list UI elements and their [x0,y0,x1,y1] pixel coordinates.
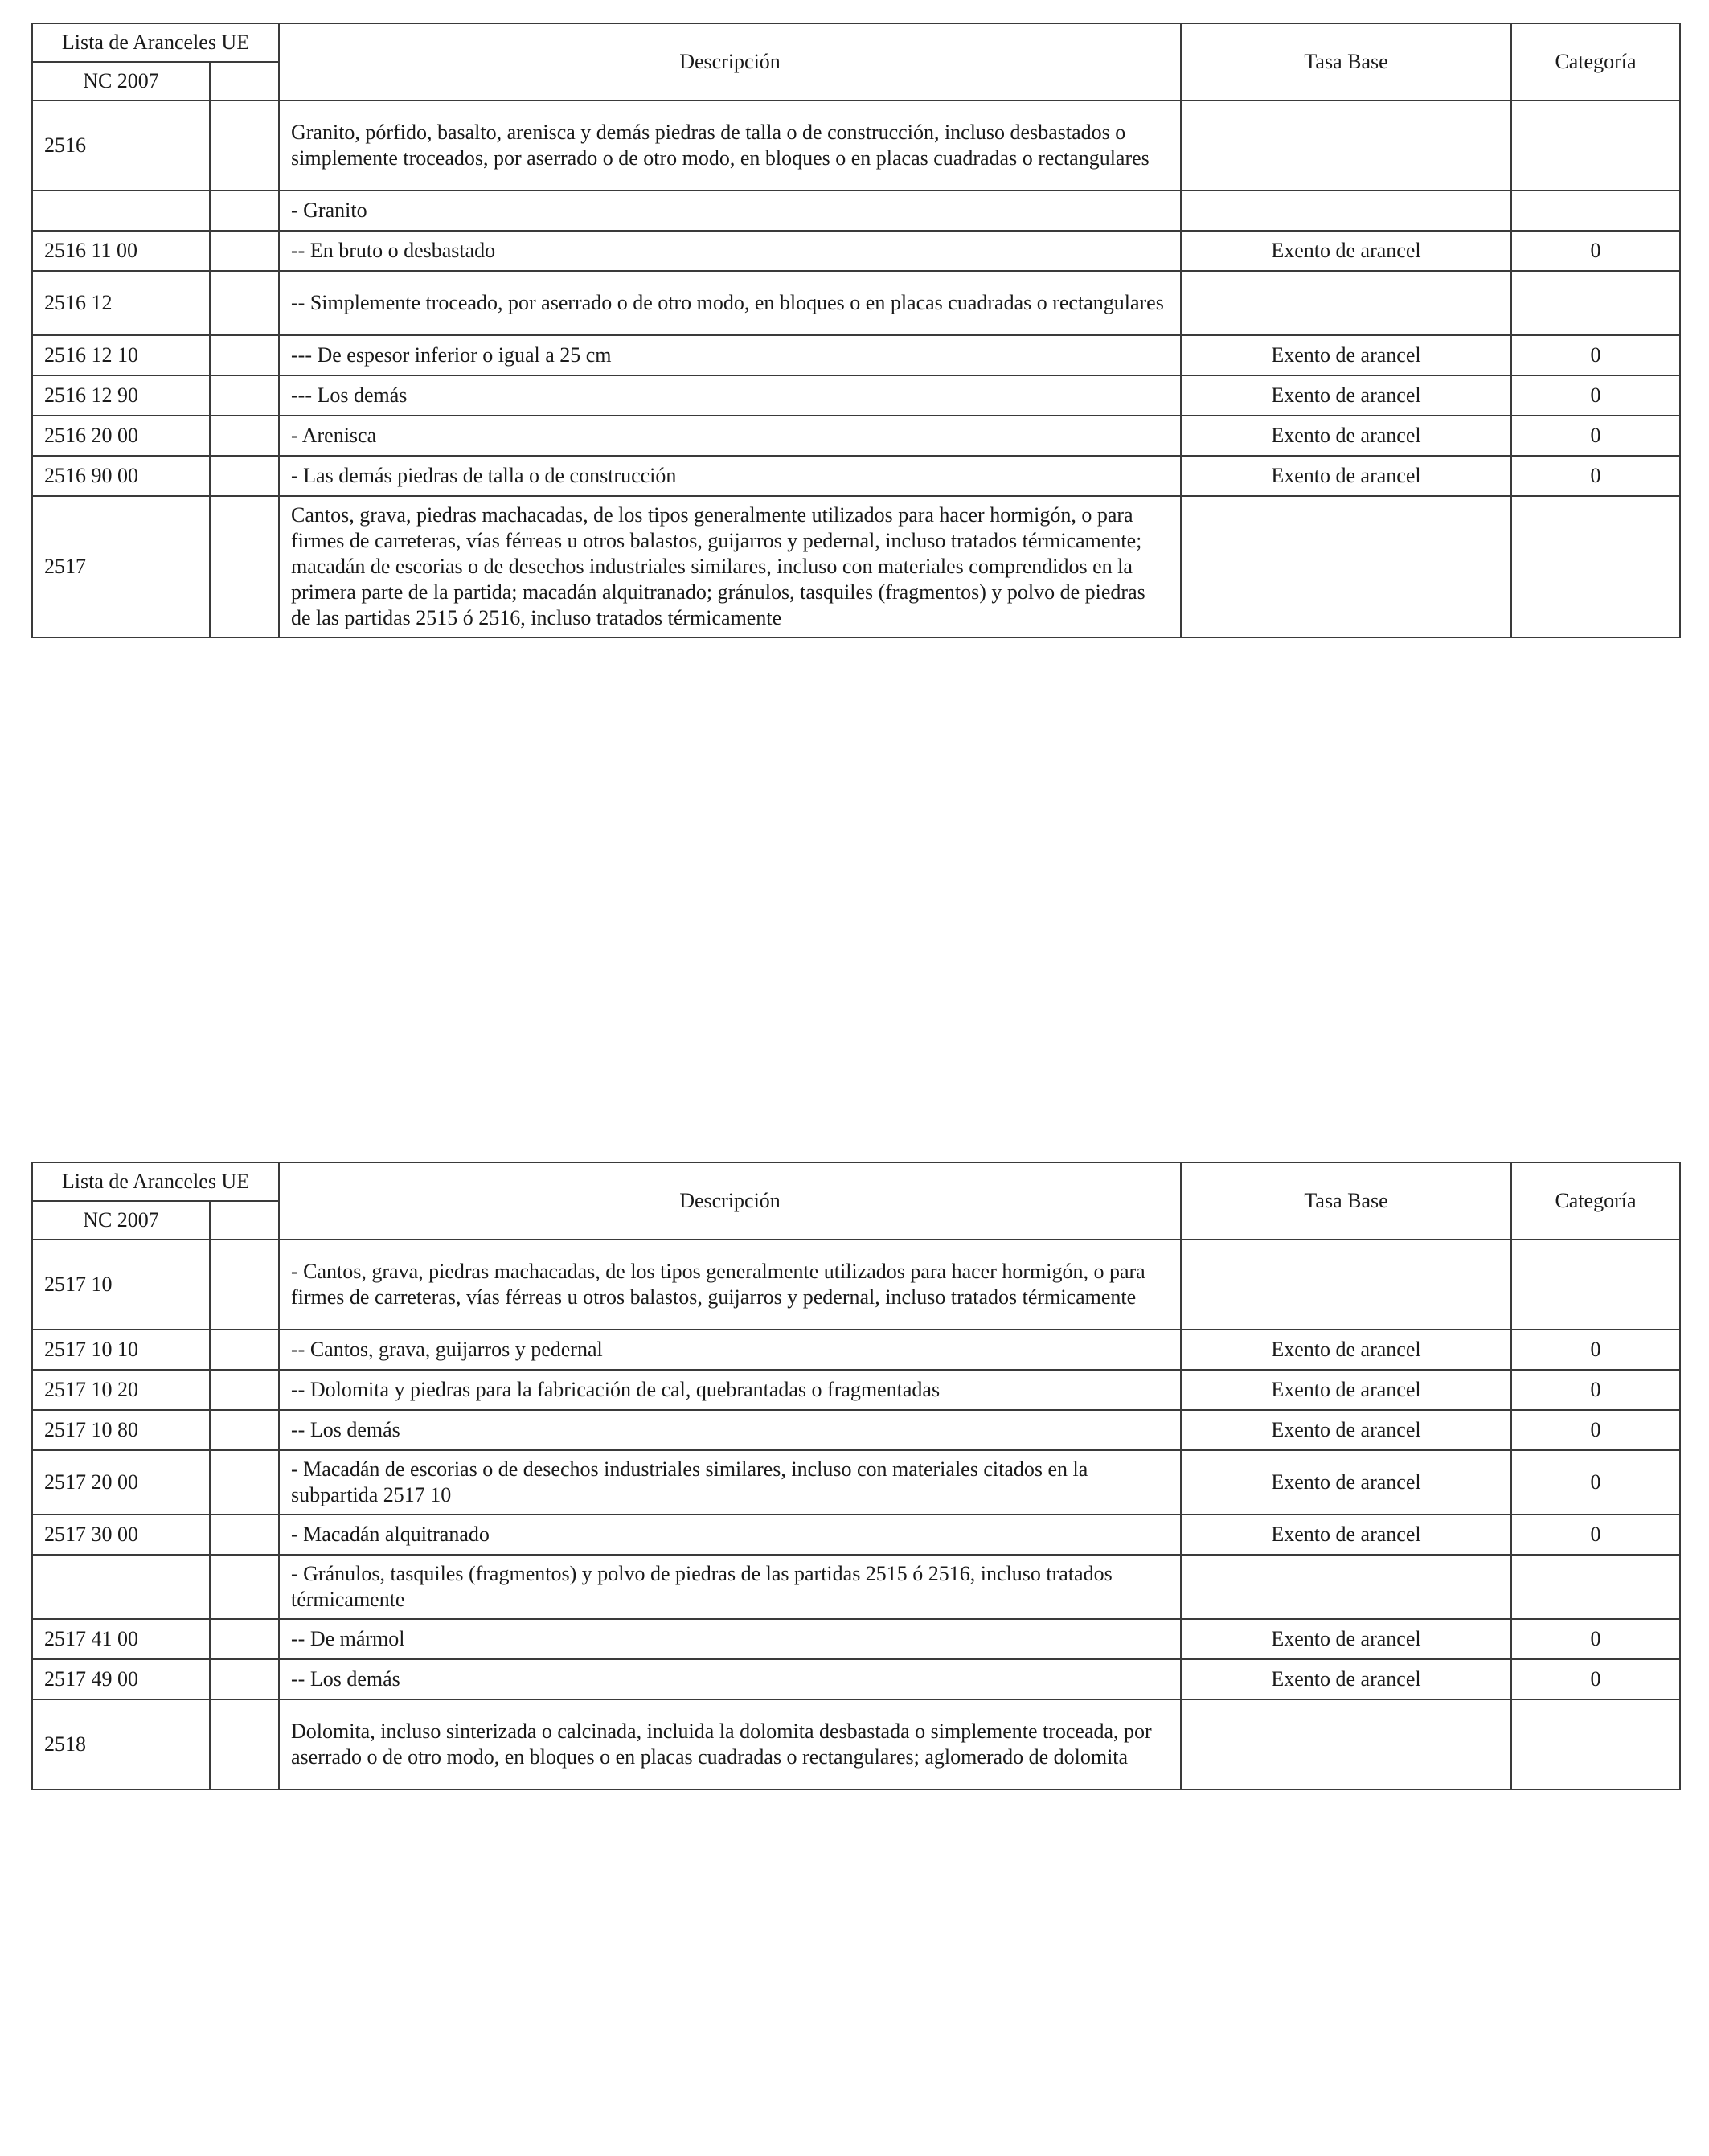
rate-cell: Exento de arancel [1181,1450,1511,1515]
code-cell: 2517 49 00 [32,1659,210,1699]
empty-cell [210,375,279,416]
empty-cell [210,1450,279,1515]
rate-cell: Exento de arancel [1181,1659,1511,1699]
rate-cell: Exento de arancel [1181,231,1511,271]
rate-cell [1181,191,1511,231]
description-cell: --- De espesor inferior o igual a 25 cm [279,335,1181,375]
description-cell: Dolomita, incluso sinterizada o calcinada, incluida la dolomita desbastada o simplemente troceada, por aserrado o de otro modo, en bloques o en placas cuadradas o rectangulares; aglomerado de dolomita [279,1699,1181,1789]
header-categoria: Categoría [1511,1162,1680,1240]
header-nc: NC 2007 [32,1201,210,1240]
table-row [32,375,1680,416]
category-cell: 0 [1511,1410,1680,1450]
empty-cell [210,1555,279,1619]
category-cell: 0 [1511,1515,1680,1555]
header-lista: Lista de Aranceles UE [32,1162,279,1201]
category-cell: 0 [1511,231,1680,271]
description-cell: -- De mármol [279,1619,1181,1659]
category-cell: 0 [1511,1370,1680,1410]
code-cell: 2516 12 [32,271,210,335]
description-cell: -- Los demás [279,1659,1181,1699]
category-cell: 0 [1511,335,1680,375]
code-cell: 2517 10 10 [32,1330,210,1370]
code-cell: 2517 10 20 [32,1370,210,1410]
table-row [32,496,1680,637]
category-cell: 0 [1511,416,1680,456]
rate-cell: Exento de arancel [1181,1330,1511,1370]
rate-cell: Exento de arancel [1181,375,1511,416]
code-cell: 2516 12 10 [32,335,210,375]
rate-cell [1181,1699,1511,1789]
category-cell [1511,496,1680,637]
header-descripcion: Descripción [279,23,1181,100]
category-cell: 0 [1511,456,1680,496]
empty-cell [210,1699,279,1789]
table-row [32,1515,1680,1555]
table-row [32,1555,1680,1619]
rate-cell: Exento de arancel [1181,456,1511,496]
table-row [32,191,1680,231]
code-cell: 2516 20 00 [32,416,210,456]
table-row [32,231,1680,271]
empty-cell [210,1370,279,1410]
rate-cell [1181,1555,1511,1619]
table-row [32,1619,1680,1659]
category-cell [1511,1555,1680,1619]
rate-cell: Exento de arancel [1181,1410,1511,1450]
table-row [32,1699,1680,1789]
category-cell [1511,1699,1680,1789]
code-cell: 2517 30 00 [32,1515,210,1555]
empty-cell [210,1330,279,1370]
rate-cell: Exento de arancel [1181,335,1511,375]
table-row [32,100,1680,191]
empty-cell [210,335,279,375]
description-cell: - Arenisca [279,416,1181,456]
description-cell: -- Simplemente troceado, por aserrado o de otro modo, en bloques o en placas cuadradas o rectangulares [279,271,1181,335]
category-cell [1511,191,1680,231]
code-cell: 2517 [32,496,210,637]
rate-cell: Exento de arancel [1181,1619,1511,1659]
code-cell: 2517 10 80 [32,1410,210,1450]
empty-cell [210,1240,279,1330]
code-cell: 2517 20 00 [32,1450,210,1515]
description-cell: -- Cantos, grava, guijarros y pedernal [279,1330,1181,1370]
rate-cell: Exento de arancel [1181,1515,1511,1555]
rate-cell [1181,100,1511,191]
description-cell: Granito, pórfido, basalto, arenisca y demás piedras de talla o de construcción, incluso desbastados o simplemente troceados, por aserrado o de otro modo, en bloques o en placas cuadradas o rectangulares [279,100,1181,191]
table-row [32,271,1680,335]
header-empty-cell [210,1201,279,1240]
code-cell: 2516 11 00 [32,231,210,271]
rate-cell [1181,1240,1511,1330]
category-cell: 0 [1511,1659,1680,1699]
description-cell: - Gránulos, tasquiles (fragmentos) y polvo de piedras de las partidas 2515 ó 2516, incluso tratados térmicamente [279,1555,1181,1619]
empty-cell [210,1659,279,1699]
table-row [32,416,1680,456]
header-nc: NC 2007 [32,62,210,100]
tariff-table-1 [31,23,1681,638]
category-cell: 0 [1511,1619,1680,1659]
code-cell [32,191,210,231]
empty-cell [210,271,279,335]
code-cell: 2516 90 00 [32,456,210,496]
empty-cell [210,416,279,456]
header-tasa-base: Tasa Base [1181,23,1511,100]
code-cell: 2517 41 00 [32,1619,210,1659]
rate-cell: Exento de arancel [1181,416,1511,456]
description-cell: - Macadán alquitranado [279,1515,1181,1555]
code-cell [32,1555,210,1619]
table-row [32,1659,1680,1699]
description-cell: - Macadán de escorias o de desechos industriales similares, incluso con materiales citados en la subpartida 2517 10 [279,1450,1181,1515]
empty-cell [210,231,279,271]
code-cell: 2517 10 [32,1240,210,1330]
empty-cell [210,1515,279,1555]
description-cell: - Cantos, grava, piedras machacadas, de los tipos generalmente utilizados para hacer hormigón, o para firmes de carreteras, vías férreas u otros balastos, guijarros y pedernal, incluso tratados térmicamente [279,1240,1181,1330]
rate-cell [1181,271,1511,335]
code-cell: 2516 12 90 [32,375,210,416]
header-tasa-base: Tasa Base [1181,1162,1511,1240]
category-cell: 0 [1511,375,1680,416]
header-descripcion: Descripción [279,1162,1181,1240]
category-cell [1511,1240,1680,1330]
description-cell: --- Los demás [279,375,1181,416]
code-cell: 2516 [32,100,210,191]
header-lista: Lista de Aranceles UE [32,23,279,62]
rate-cell: Exento de arancel [1181,1370,1511,1410]
description-cell: -- Dolomita y piedras para la fabricación de cal, quebrantadas o fragmentadas [279,1370,1181,1410]
code-cell: 2518 [32,1699,210,1789]
header-empty-cell [210,62,279,100]
table-row [32,1370,1680,1410]
description-cell: -- En bruto o desbastado [279,231,1181,271]
rate-cell [1181,496,1511,637]
empty-cell [210,496,279,637]
table-row [32,1450,1680,1515]
tariff-table-2 [31,1162,1681,1790]
description-cell: -- Los demás [279,1410,1181,1450]
table-row [32,456,1680,496]
category-cell: 0 [1511,1330,1680,1370]
category-cell [1511,100,1680,191]
description-cell: - Las demás piedras de talla o de construcción [279,456,1181,496]
empty-cell [210,100,279,191]
table-row [32,1240,1680,1330]
description-cell: Cantos, grava, piedras machacadas, de los tipos generalmente utilizados para hacer hormigón, o para firmes de carreteras, vías férreas u otros balastos, guijarros y pedernal, incluso tratados térmicamente; macadán de escorias o de desechos industriales similares, incluso con materiales comprendidos en la primera parte de la partida; macadán alquitranado; gránulos, tasquiles (fragmentos) y polvo de piedras de las partidas 2515 ó 2516, incluso tratados térmicamente [279,496,1181,637]
table-row [32,335,1680,375]
empty-cell [210,1619,279,1659]
empty-cell [210,191,279,231]
category-cell: 0 [1511,1450,1680,1515]
empty-cell [210,456,279,496]
table-row [32,1410,1680,1450]
category-cell [1511,271,1680,335]
description-cell: - Granito [279,191,1181,231]
table-row [32,1330,1680,1370]
header-categoria: Categoría [1511,23,1680,100]
empty-cell [210,1410,279,1450]
